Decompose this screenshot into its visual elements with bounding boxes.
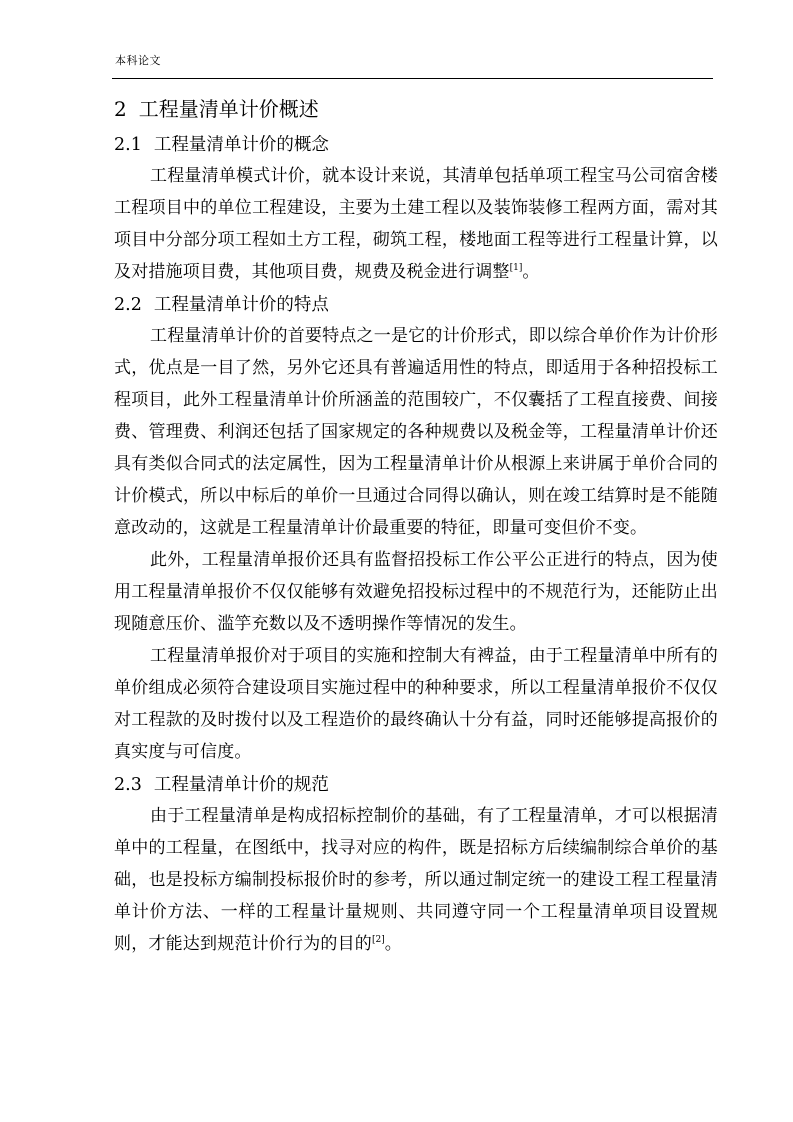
citation: [2] xyxy=(372,935,385,945)
section-2-2 xyxy=(114,290,718,768)
header-rule xyxy=(112,78,713,79)
paragraph-text: 工程量清单模式计价，就本设计来说，其清单包括单项工程宝马公司宿舍楼工程项目中的单位工程建设，主要为土建工程以及装饰装修工程两方面，需对其项目中分部分项工程如土方工程，砌筑工程，楼地面工程等进行工程量计算，以及对措施项目费，其他项目费，规费及税金进行调整 xyxy=(114,166,718,282)
section-number: 2.3 xyxy=(114,775,142,795)
page-header: 本科论文 xyxy=(115,54,161,67)
section-number: 2.1 xyxy=(114,135,142,155)
section-title: 工程量清单计价的规范 xyxy=(153,775,329,795)
paragraph-end: 。 xyxy=(522,262,540,282)
chapter-title: 工程量清单计价概述 xyxy=(138,97,319,121)
page-body xyxy=(114,94,718,960)
paragraph: 工程量清单报价对于项目的实施和控制大有裨益，由于工程量清单中所有的单价组成必须符合建设项目实施过程中的种种要求，所以工程量清单报价不仅仅对工程款的及时拨付以及工程造价的最终确认十分有益，同时还能够提高报价的真实度与可信度。 xyxy=(114,646,718,762)
section-2-3 xyxy=(114,770,718,960)
paragraph xyxy=(114,160,718,288)
citation: [1] xyxy=(509,263,523,273)
paragraph-text: 由于工程量清单是构成招标控制价的基础，有了工程量清单，才可以根据清单中的工程量，在图纸中，找寻对应的构件，既是招标方后续编制综合单价的基础，也是投标方编制投标报价时的参考，所以通过制定统一的建设工程工程量清单计价方法、一样的工程量计量规则、共同遵守同一个工程量清单项目设置规则，才能达到规范计价行为的目的 xyxy=(114,806,718,954)
section-heading xyxy=(114,130,718,160)
chapter-heading xyxy=(114,94,718,124)
section-2-1 xyxy=(114,130,718,288)
section-title: 工程量清单计价的概念 xyxy=(153,135,329,155)
paragraph xyxy=(114,800,718,960)
section-number: 2.2 xyxy=(114,295,142,315)
paragraph: 此外，工程量清单报价还具有监督招投标工作公平公正进行的特点，因为使用工程量清单报价不仅仅能够有效避免招投标过程中的不规范行为，还能防止出现随意压价、滥竽充数以及不透明操作等情况的发生。 xyxy=(114,550,718,634)
section-heading xyxy=(114,770,718,800)
section-title: 工程量清单计价的特点 xyxy=(153,295,329,315)
paragraph-end: 。 xyxy=(384,934,402,954)
section-heading xyxy=(114,290,718,320)
paragraph: 工程量清单计价的首要特点之一是它的计价形式，即以综合单价作为计价形式，优点是一目了然，另外它还具有普遍适用性的特点，即适用于各种招投标工程项目，此外工程量清单计价所涵盖的范围较广，不仅囊括了工程直接费、间接费、管理费、利润还包括了国家规定的各种规费以及税金等，工程量清单计价还具有类似合同式的法定属性，因为工程量清单计价从根源上来讲属于单价合同的计价模式，所以中标后的单价一旦通过合同得以确认，则在竣工结算时是不能随意改动的，这就是工程量清单计价最重要的特征，即量可变但价不变。 xyxy=(114,326,718,538)
chapter-number: 2 xyxy=(114,97,127,121)
